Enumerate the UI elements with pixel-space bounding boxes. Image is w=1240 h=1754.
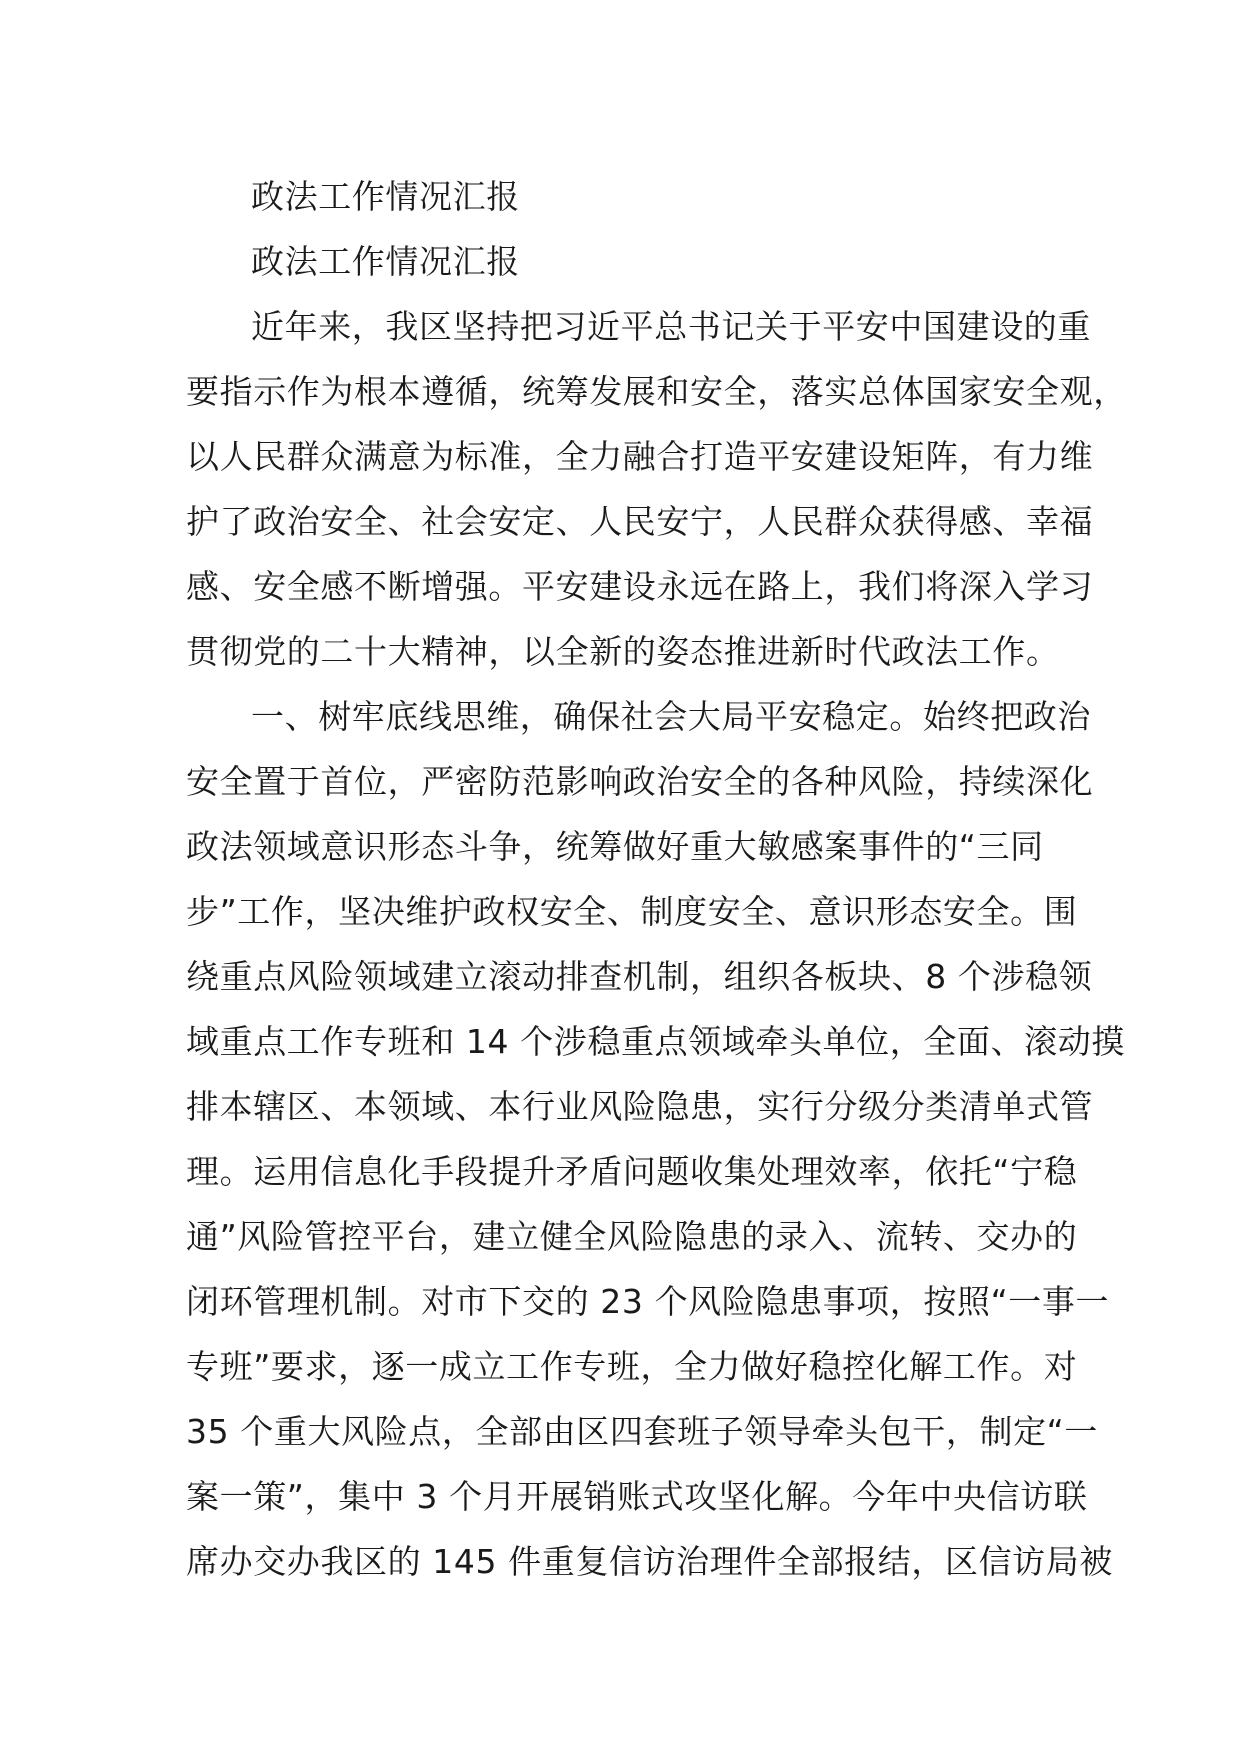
- paragraph-2-line-6: 域重点工作专班和 14 个涉稳重点领域牵头单位，全面、滚动摸: [186, 1022, 1125, 1061]
- paragraph-1-line-6: 贯彻党的二十大精神，以全新的姿态推进新时代政法工作。: [186, 632, 1060, 671]
- paragraph-2-line-13: 案一策”，集中 3 个月开展销账式攻坚化解。今年中央信访联: [186, 1477, 1088, 1516]
- paragraph-1-line-4: 护了政治安全、社会安定、人民安宁，人民群众获得感、幸福: [186, 502, 1094, 541]
- paragraph-2-line-1: 一、树牢底线思维，确保社会大局平安稳定。始终把政治: [251, 697, 1091, 736]
- paragraph-2-line-3: 政法领域意识形态斗争，统筹做好重大敏感案事件的“三同: [186, 827, 1044, 866]
- document-subtitle: 政法工作情况汇报: [251, 242, 520, 281]
- paragraph-2-line-8: 理。运用信息化手段提升矛盾问题收集处理效率，依托“宁稳: [186, 1152, 1078, 1191]
- paragraph-2-line-11: 专班”要求，逐一成立工作专班，全力做好稳控化解工作。对: [186, 1347, 1078, 1386]
- paragraph-1-line-2: 要指示作为根本遵循，统筹发展和安全，落实总体国家安全观，: [186, 372, 1127, 411]
- paragraph-2-line-4: 步”工作，坚决维护政权安全、制度安全、意识形态安全。围: [186, 892, 1078, 931]
- paragraph-2-line-2: 安全置于首位，严密防范影响政治安全的各种风险，持续深化: [186, 762, 1094, 801]
- paragraph-2-line-10: 闭环管理机制。对市下交的 23 个风险隐患事项，按照“一事一: [186, 1282, 1110, 1321]
- document-title: 政法工作情况汇报: [251, 177, 520, 216]
- paragraph-2-line-7: 排本辖区、本领域、本行业风险隐患，实行分级分类清单式管: [186, 1087, 1094, 1126]
- paragraph-1-line-5: 感、安全感不断增强。平安建设永远在路上，我们将深入学习: [186, 567, 1094, 606]
- paragraph-2-line-12: 35 个重大风险点，全部由区四套班子领导牵头包干，制定“一: [186, 1412, 1098, 1451]
- paragraph-2-line-14: 席办交办我区的 145 件重复信访治理件全部报结，区信访局被: [186, 1542, 1113, 1581]
- paragraph-1-line-1: 近年来，我区坚持把习近平总书记关于平安中国建设的重: [251, 307, 1091, 346]
- paragraph-1-line-3: 以人民群众满意为标准，全力融合打造平安建设矩阵，有力维: [186, 437, 1094, 476]
- paragraph-2-line-9: 通”风险管控平台，建立健全风险隐患的录入、流转、交办的: [186, 1217, 1078, 1256]
- paragraph-2-line-5: 绕重点风险领域建立滚动排查机制，组织各板块、8 个涉稳领: [186, 957, 1093, 996]
- document-body: [186, 164, 1127, 1594]
